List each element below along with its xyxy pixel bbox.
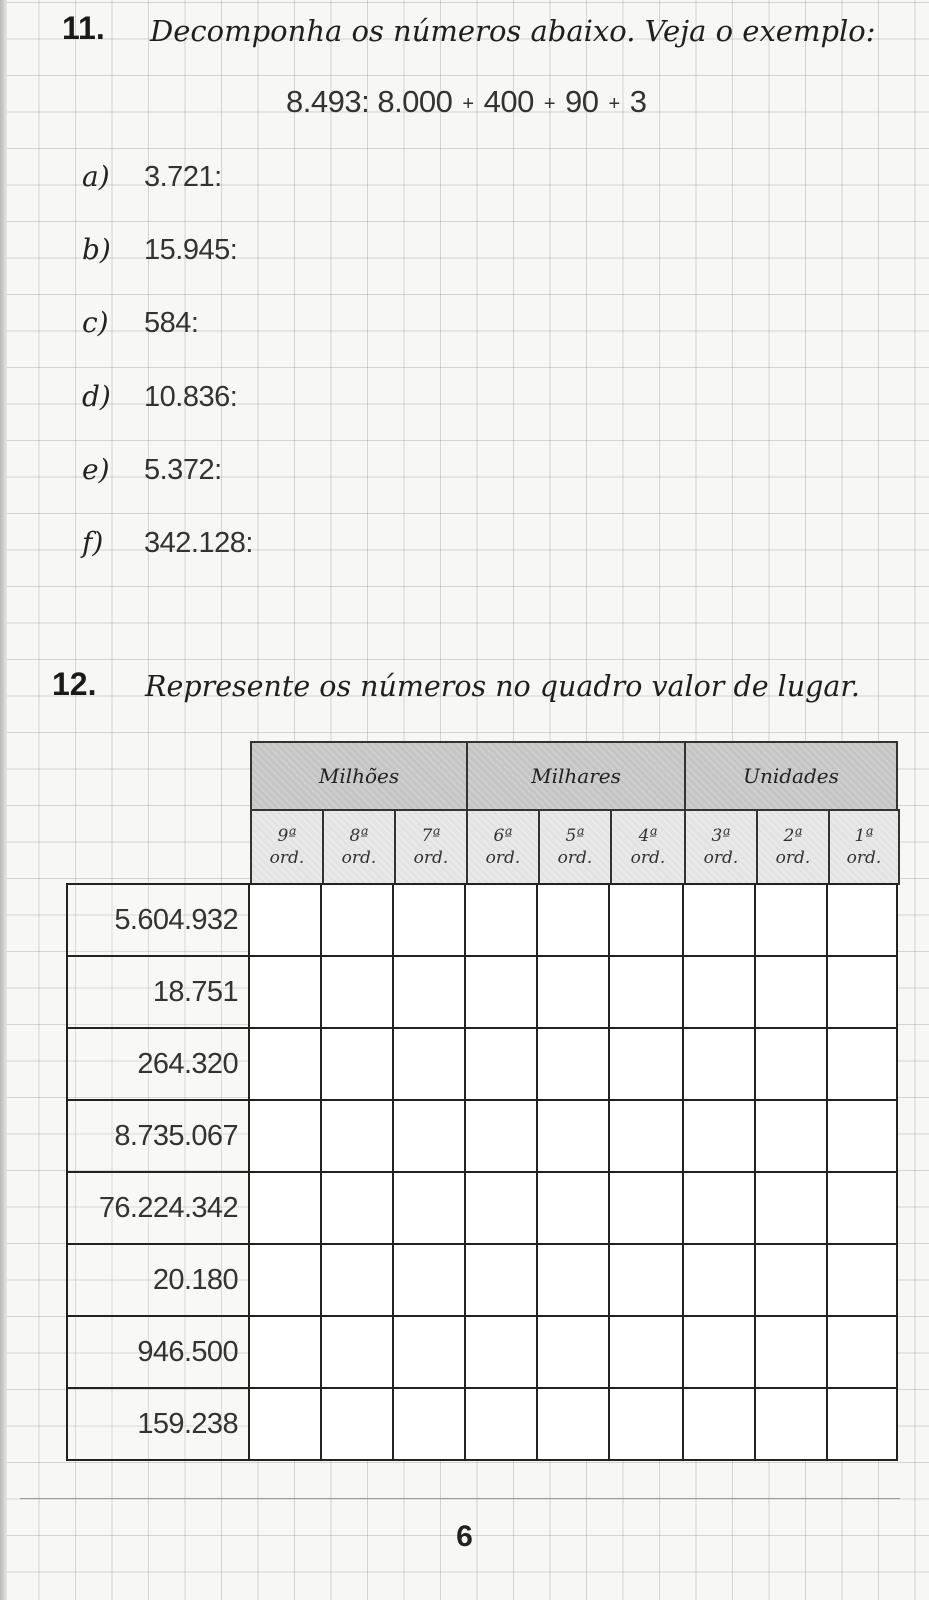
item-number: 10.836: [144, 381, 238, 413]
order-header-3 [684, 809, 758, 885]
digit-cell[interactable] [754, 1171, 828, 1245]
example-number: 8.493: [286, 84, 370, 119]
example-part: 3 [629, 84, 647, 119]
digit-cell[interactable] [320, 1243, 394, 1317]
digit-cell[interactable] [826, 1171, 898, 1245]
digit-cell[interactable] [826, 1315, 898, 1389]
digit-cell[interactable] [248, 1099, 322, 1173]
decompose-item-a[interactable] [82, 160, 222, 200]
page-binding-edge [0, 0, 7, 1600]
digit-cell[interactable] [536, 883, 610, 957]
digit-cell[interactable] [754, 883, 828, 957]
digit-cell[interactable] [320, 883, 394, 957]
digit-cell[interactable] [392, 1027, 466, 1101]
digit-cell[interactable] [608, 955, 684, 1029]
row-number-label: 8.735.067 [66, 1099, 250, 1173]
digit-cell[interactable] [608, 1171, 684, 1245]
digit-cell[interactable] [826, 955, 898, 1029]
digit-cell[interactable] [682, 955, 756, 1029]
digit-cell[interactable] [392, 1171, 466, 1245]
decompose-item-b[interactable] [82, 233, 237, 273]
exercise-11-number: 11. [62, 10, 105, 46]
table-row [66, 1171, 898, 1245]
digit-cell[interactable] [682, 1387, 756, 1461]
order-abbrev: ord. [846, 848, 882, 868]
digit-cell[interactable] [320, 1315, 394, 1389]
digit-cell[interactable] [248, 1387, 322, 1461]
digit-cell[interactable] [608, 1315, 684, 1389]
table-row [66, 1243, 898, 1317]
decompose-item-c[interactable] [82, 306, 198, 346]
decompose-item-f[interactable] [82, 526, 253, 566]
item-letter: d) [82, 380, 111, 413]
order-abbrev: ord. [269, 848, 305, 868]
order-abbrev: ord. [630, 848, 666, 868]
row-number-label: 946.500 [66, 1315, 250, 1389]
page-number: 6 [456, 1520, 473, 1553]
digit-cell[interactable] [464, 1099, 538, 1173]
digit-cell[interactable] [536, 1099, 610, 1173]
digit-cell[interactable] [754, 955, 828, 1029]
group-header-units: Unidades [684, 741, 898, 811]
order-abbrev: ord. [703, 848, 739, 868]
digit-cell[interactable] [320, 1027, 394, 1101]
item-number: 584: [144, 307, 199, 339]
digit-cell[interactable] [536, 1171, 610, 1245]
digit-cell[interactable] [754, 1387, 828, 1461]
plus-sign: + [608, 93, 620, 115]
row-number-label: 159.238 [66, 1387, 250, 1461]
row-number-label: 76.224.342 [66, 1171, 250, 1245]
example-part: 8.000 [377, 84, 453, 119]
order-ordinal: 9ª [277, 826, 297, 846]
digit-cell[interactable] [608, 1387, 684, 1461]
order-abbrev: ord. [775, 848, 811, 868]
digit-cell[interactable] [248, 1171, 322, 1245]
digit-cell[interactable] [464, 1171, 538, 1245]
digit-cell[interactable] [682, 1099, 756, 1173]
exercise-11-instruction: Decomponha os números abaixo. Veja o exemplo: [150, 14, 876, 48]
digit-cell[interactable] [464, 1027, 538, 1101]
item-letter: e) [82, 453, 110, 486]
group-header-thousands: Milhares [466, 741, 686, 811]
order-abbrev: ord. [413, 848, 449, 868]
row-number-label: 5.604.932 [66, 883, 250, 957]
decompose-item-d[interactable] [82, 380, 237, 420]
order-headers [250, 809, 898, 885]
order-ordinal: 6ª [493, 826, 513, 846]
table-row [66, 1315, 898, 1389]
order-header-1 [828, 809, 900, 885]
order-header-4 [610, 809, 686, 885]
digit-cell[interactable] [464, 1387, 538, 1461]
digit-cell[interactable] [754, 1099, 828, 1173]
digit-cell[interactable] [536, 1387, 610, 1461]
digit-cell[interactable] [608, 1027, 684, 1101]
order-ordinal: 1ª [854, 826, 874, 846]
example-part: 90 [565, 84, 599, 119]
order-header-8 [322, 809, 396, 885]
order-header-9 [250, 809, 324, 885]
digit-cell[interactable] [320, 1171, 394, 1245]
order-abbrev: ord. [485, 848, 521, 868]
digit-cell[interactable] [608, 1243, 684, 1317]
order-header-7 [394, 809, 468, 885]
item-number: 342.128: [144, 527, 253, 559]
table-row [66, 1099, 898, 1173]
item-letter: a) [82, 160, 110, 193]
digit-cell[interactable] [464, 1315, 538, 1389]
digit-cell[interactable] [536, 955, 610, 1029]
digit-cell[interactable] [392, 1387, 466, 1461]
plus-sign: + [462, 93, 474, 115]
digit-cell[interactable] [248, 955, 322, 1029]
order-ordinal: 8ª [349, 826, 369, 846]
example-decomposition [286, 84, 646, 120]
row-number-label: 18.751 [66, 955, 250, 1029]
digit-cell[interactable] [536, 1315, 610, 1389]
order-ordinal: 2ª [783, 826, 803, 846]
digit-cell[interactable] [754, 1315, 828, 1389]
digit-cell[interactable] [392, 883, 466, 957]
order-abbrev: ord. [341, 848, 377, 868]
digit-cell[interactable] [682, 1171, 756, 1245]
digit-cell[interactable] [682, 1027, 756, 1101]
digit-cell[interactable] [682, 883, 756, 957]
digit-cell[interactable] [608, 1099, 684, 1173]
item-number: 15.945: [144, 234, 238, 266]
divider [20, 1498, 900, 1499]
order-ordinal: 4ª [638, 826, 658, 846]
item-letter: b) [82, 233, 111, 266]
digit-cell[interactable] [464, 883, 538, 957]
digit-cell[interactable] [392, 1099, 466, 1173]
exercise-12-number: 12. [52, 666, 97, 702]
order-header-6 [466, 809, 540, 885]
decompose-item-e[interactable] [82, 453, 222, 493]
digit-cell[interactable] [392, 1243, 466, 1317]
example-part: 400 [483, 84, 534, 119]
row-number-label: 20.180 [66, 1243, 250, 1317]
digit-cell[interactable] [826, 1387, 898, 1461]
place-value-group-headers [250, 741, 898, 811]
digit-cell[interactable] [464, 955, 538, 1029]
table-row [66, 955, 898, 1029]
digit-cell[interactable] [248, 883, 322, 957]
order-ordinal: 7ª [421, 826, 441, 846]
digit-cell[interactable] [536, 1027, 610, 1101]
item-number: 5.372: [144, 454, 222, 486]
digit-cell[interactable] [320, 1099, 394, 1173]
order-ordinal: 5ª [565, 826, 585, 846]
table-row [66, 1027, 898, 1101]
table-row [66, 883, 898, 957]
item-number: 3.721: [144, 161, 222, 193]
digit-cell[interactable] [608, 883, 684, 957]
order-ordinal: 3ª [711, 826, 731, 846]
row-number-label: 264.320 [66, 1027, 250, 1101]
digit-cell[interactable] [392, 955, 466, 1029]
place-value-table [66, 883, 898, 1473]
digit-cell[interactable] [754, 1243, 828, 1317]
order-header-5 [538, 809, 612, 885]
table-row [66, 1387, 898, 1461]
digit-cell[interactable] [826, 1243, 898, 1317]
digit-cell[interactable] [682, 1243, 756, 1317]
digit-cell[interactable] [682, 1315, 756, 1389]
group-header-millions: Milhões [250, 741, 468, 811]
digit-cell[interactable] [392, 1315, 466, 1389]
digit-cell[interactable] [536, 1243, 610, 1317]
item-letter: f) [82, 526, 104, 559]
order-abbrev: ord. [557, 848, 593, 868]
digit-cell[interactable] [248, 1243, 322, 1317]
digit-cell[interactable] [320, 1387, 394, 1461]
exercise-12-instruction: Represente os números no quadro valor de lugar. [145, 670, 860, 703]
digit-cell[interactable] [248, 1027, 322, 1101]
digit-cell[interactable] [248, 1315, 322, 1389]
digit-cell[interactable] [826, 1099, 898, 1173]
digit-cell[interactable] [754, 1027, 828, 1101]
plus-sign: + [543, 93, 556, 115]
item-letter: c) [82, 306, 109, 339]
digit-cell[interactable] [464, 1243, 538, 1317]
digit-cell[interactable] [826, 883, 898, 957]
digit-cell[interactable] [826, 1027, 898, 1101]
digit-cell[interactable] [320, 955, 394, 1029]
order-header-2 [756, 809, 830, 885]
